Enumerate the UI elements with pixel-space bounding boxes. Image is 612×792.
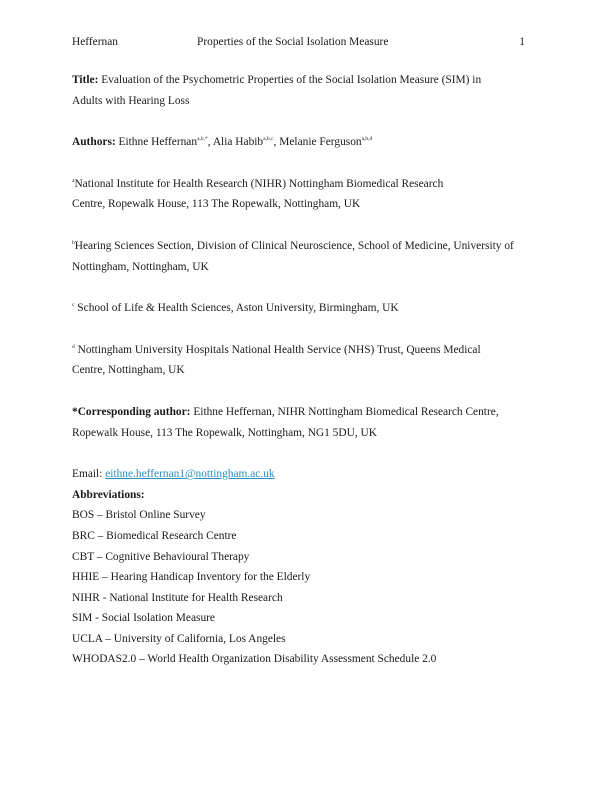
abbreviation-item: UCLA – University of California, Los Angeles	[72, 632, 286, 645]
abbreviations-heading: Abbreviations:	[72, 488, 145, 501]
title-label: Title:	[72, 74, 99, 86]
abbreviation-item: WHODAS2.0 – World Health Organization Disability Assessment Schedule 2.0	[72, 653, 437, 666]
email-line	[72, 464, 542, 485]
author-2-name: , Alia Habib	[207, 136, 264, 149]
affiliation-a	[72, 174, 542, 215]
corresponding-author-label: *Corresponding author:	[72, 405, 191, 418]
email-label: Email:	[72, 468, 106, 481]
affiliation-d-line1: Nottingham University Hospitals National Health Service (NHS) Trust, Queens Medical	[74, 343, 481, 356]
affiliation-c-marker: c	[72, 302, 75, 309]
affiliation-b-line1: Hearing Sciences Section, Division of Clinical Neuroscience, School of Medicine, University of	[74, 239, 514, 252]
abbreviation-item: BRC – Biomedical Research Centre	[72, 529, 237, 542]
header-short-title: Properties of the Social Isolation Measure	[197, 36, 389, 48]
authors-label: Authors:	[72, 136, 116, 149]
corresponding-author-line2: Ropewalk House, 113 The Ropewalk, Nottingham, NG1 5DU, UK	[72, 426, 377, 439]
affiliation-d-marker: d	[72, 343, 75, 350]
email-link[interactable]: eithne.heffernan1@nottingham.ac.uk	[105, 468, 275, 481]
title-text-line1: Evaluation of the Psychometric Properties of the Social Isolation Measure (SIM) in	[98, 74, 482, 86]
author-1-name: Eithne Heffernan	[115, 136, 198, 149]
corresponding-author	[72, 402, 542, 443]
affiliation-a-line1: National Institute for Health Research (NIHR) Nottingham Biomedical Research	[74, 177, 444, 190]
page-number: 1	[519, 36, 525, 48]
affiliation-b	[72, 236, 542, 277]
running-header	[72, 32, 540, 52]
abbreviation-item: HHIE – Hearing Handicap Inventory for the Elderly	[72, 571, 311, 584]
title-page-content	[72, 70, 542, 670]
affiliation-d	[72, 340, 542, 381]
affiliation-b-marker: b	[72, 240, 75, 247]
author-1-affiliations: a,b,*	[197, 136, 208, 143]
affiliation-b-line2: Nottingham, Nottingham, UK	[72, 260, 209, 273]
affiliation-d-line2: Centre, Nottingham, UK	[72, 364, 185, 377]
affiliation-c	[72, 298, 542, 319]
author-2-affiliations: a,b,c	[263, 136, 274, 143]
paper-title	[72, 70, 542, 111]
author-3-name: , Melanie Ferguson	[273, 136, 362, 149]
abbreviations-list	[72, 505, 542, 670]
authors-line	[72, 132, 542, 153]
header-author: Heffernan	[72, 36, 118, 48]
abbreviation-item: NIHR - National Institute for Health Research	[72, 591, 283, 604]
affiliation-c-line1: School of Life & Health Sciences, Aston University, Birmingham, UK	[74, 302, 399, 315]
abbreviation-item: SIM - Social Isolation Measure	[72, 612, 215, 625]
corresponding-author-line1: Eithne Heffernan, NIHR Nottingham Biomedical Research Centre,	[190, 405, 499, 418]
author-3-affiliations: a,b,d	[361, 136, 373, 143]
abbreviation-item: CBT – Cognitive Behavioural Therapy	[72, 550, 250, 563]
affiliation-a-marker: a	[72, 177, 75, 184]
abbreviation-item: BOS – Bristol Online Survey	[72, 509, 206, 522]
title-text-line2: Adults with Hearing Loss	[72, 94, 190, 107]
affiliation-a-line2: Centre, Ropewalk House, 113 The Ropewalk, Nottingham, UK	[72, 198, 361, 211]
